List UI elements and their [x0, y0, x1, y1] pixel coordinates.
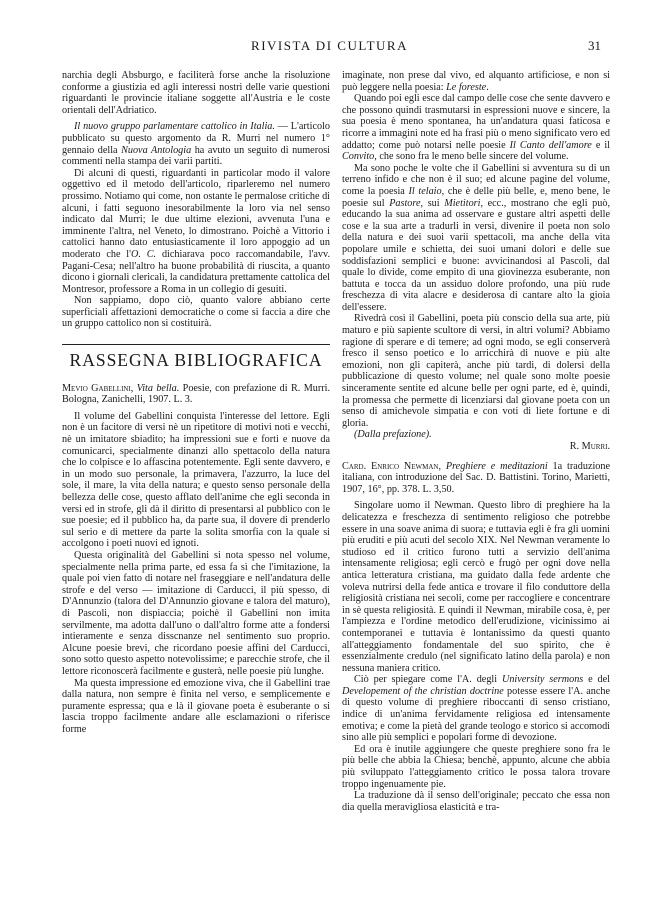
running-title: RIVISTA DI CULTURA	[251, 38, 408, 53]
paragraph: Ciò per spiegare come l'A. degli University sermons e del Developement of the christian doctrine potesse essere l'A. anche di questo volume di preghiere riboccanti di senso cristiano, indice di un'anima fervidamente religiosa ed intensamente emotiva; e come la pietà del grande teologo e storico si accomodi sino alle più semplici e popolari forme di devozione.	[342, 674, 611, 744]
section-title: RASSEGNA BIBLIOGRAFICA	[62, 344, 330, 373]
paragraph: Il volume del Gabellini conquista l'interesse del lettore. Egli non è un facitore di versi nè un ripetitore di motivi noti e vecchi, nè un imitatore sbiadito; ha impressioni sue e forti e nuove da comunicarci, specialmente dinanzi allo spettacolo della natura che lo colpisce e lo affascina potentemente. Egli sente davvero, e in un modo suo personale, la primavera, l'azzurro, la luce del sole, il mare, la vita della natura; e questo senso personale della bellezza delle cose, questo afflato dell'anime che egli seconda in versi ed in strofe, gli dà il diritto di presentarsi al pubblico con le sue poesie; ed il pubblico ha, da parte sua, il dovere di prenderlo sul serio e di mettere da parte la solita smorfia con la quale si accolgono i poeti nuovi ed ignoti.	[62, 410, 330, 550]
paragraph: Singolare uomo il Newman. Questo libro di preghiere ha la delicatezza e freschezza di sentimento religioso che potrebbe essere in una soave anima di suora; e tuttavia egli è fra gli uomini più eruditi e più acuti del secolo XIX. Nel Newman veramente lo studioso ed il critico furono tutti a servizio dell'anima intensamente religiosa; egli cercò e frugò per ogni dove nella antica letteratura cristiana, ma guidato dalla fede ardente che voleva nutrirsi della fede antica e trovare il filo conduttore della religiosità cristiana nei secoli, come per raccogliere e concentrare in sè questa religiosità. E quindi il Newman, mirabile cosa, è, per l'ampiezza e l'ordine metodico dell'erudizione, vicinissimo ai contemporanei e tuttavia è lontanissimo da questi quanto all'atteggiamento fondamentale del suo spirito, che è essenzialmente credulo (nel significato latino della parola) e non nessuna maniera critico.	[342, 500, 610, 674]
paragraph: narchia degli Absburgo, e faciliterà forse anche la risoluzione conforme a giustizia ed agli interessi nostri delle varie questioni riguardanti le provincie italiane soggette all'Austria e le coste orientali dell'Adriatico.	[62, 70, 330, 116]
page-header	[0, 38, 659, 58]
paragraph: imaginate, non prese dal vivo, ed alquanto artificiose, e non si può leggere nella poesia: Le foreste.	[342, 70, 610, 93]
page-number: 31	[588, 38, 601, 53]
paragraph: Quando poi egli esce dal campo delle cose che sente davvero e che possono quindi trasmutarsi in espressioni nuove e sincere, la sua poesia è meno spontanea, ha un'andatura quasi faticosa e ricorre a immagini note ed ha frasi più o meno significato vero ed addatto; come può notarsi nelle poesie Il Canto dell'amore e il Convito, che sono fra le meno belle sincere del volume.	[342, 93, 610, 163]
bibliography-entry: Mevio Gabellini, Vita bella. Poesie, con prefazione di R. Murri. Bologna, Zanichelli, 1907. L. 3.	[62, 382, 331, 406]
right-column	[342, 70, 610, 813]
bibliography-entry: Card. Enrico Newman, Preghiere e meditazioni 1a traduzione italiana, con introduzione del Sac. D. Battistini. Torino, Marietti, 1907, 16°, pp. 378. L. 3,50.	[342, 460, 611, 495]
paragraph: Non sappiamo, dopo ciò, quanto valore abbiano certe superficiali affettazioni democratiche o come si faccia a dire che un gruppo cattolico non si costituirà.	[62, 295, 330, 330]
journal-title: Nuova Antologia	[121, 144, 192, 156]
paragraph: Ma questa impressione ed emozione viva, che il Gabellini trae dalla natura, non sempre è finita nel verso, e semplicemente e puramente espressa; qua e là il giovane poeta è esuberante o si lascia troppo facilmente andare alle esclamazioni o riferisce forme	[62, 677, 330, 735]
paragraph: Questa originalità del Gabellini si nota spesso nel volume, specialmente nella prima parte, ed essa fa sì che l'imitazione, la quale poi vien fatto di notare nel fraseggiare e nell'andatura delle strofe e del verso — imitazione di Carducci, il più spesso, di D'Annunzio (talora del D'Annunzio giovane e talora del maturo), di Pascoli, non dispiaccia; poichè il Gabellini non imita servilmente, ma adotta dall'uno o dall'altro forme atte a fondersi intieramente e senza disscnanze nel sentimento suo proprio. Alcune poesie brevi, che ricordano poesie affini del Carducci, sono sotto questo aspetto notevolissime; e parecchie strofe, che il lettore riconoscerà facilmente e gusterà, nelle poesie più lunghe.	[62, 549, 330, 677]
signature: R. Murri.	[569, 441, 610, 452]
citation-note: (Dalla prefazione).	[354, 429, 432, 441]
paragraph: Di alcuni di questi, riguardanti in particolar modo il valore oggettivo ed il metodo dell'articolo, riparleremo nel numero prossimo. Notiamo qui come, non ostante le permalose critiche di alcuni, i fatti seguono inesorabilmente la loro via nel senso indicato dal Murri; le due ultime elezioni, avvenuta l'una e imminente l'altra, nel Veneto, lo dimostrano. Poichè a Vittorio i cattolici hanno dato entusiasticamente il loro appoggio ad un moderato che l'O. C. dichiarava poco raccomandabile, l'avv. Pagani-Cesa; nell'altro ha buone probabilità di riuscita, a quanto dicono i giornali clericali, la candidatura prettamente cattolica del Montresor, professore a Roma in un collegio di gesuiti.	[62, 167, 331, 295]
article-title: Il nuovo gruppo parlamentare cattolico in Italia.	[74, 121, 275, 133]
paragraph: Ed ora è inutile aggiungere che queste preghiere sono fra le più belle che abbia la Chiesa; benchè, appunto, alcune che abbia più sviluppato l'atteggiamento critico le possa talora trovare troppo ingenuamente pie.	[342, 743, 610, 790]
paragraph: Ma sono poche le volte che il Gabellini si avventura su di un terreno infido e che non è il suo; ed alcune pagine del volume, come la poesia Il telaio, che è delle più belle, e, meno bene, le poesie sul Pastore, sui Mietitori, ecc., mostrano che egli può, educando la sua anima ad osservare e gustare altri aspetti delle cose e la sua arte a tradurli in versi, divenire il poeta non solo della natura e dei suoi varii spettacoli, ma anche della vita popolare umile e schietta, dei suoi umani dolori e delle sue soddisfazioni semplici e buone: avvicinandosi al Pascoli, dal quale lo divide, come empito di una giovinezza esuberante, non battuta e tocca da un assiduo dolore profondo, una più rude freschezza di vita alacre e desiderosa di cantare alto la gioia dell'essere.	[342, 162, 610, 313]
paragraph: Il nuovo gruppo parlamentare cattolico in Italia. — L'articolo pubblicato su questo argomento da R. Murri nel numero 1° gennaio della Nuova Antologia ha avuto un seguito di numerosi commenti nella stampa dei varii partiti.	[62, 121, 330, 168]
left-column	[62, 70, 330, 735]
paragraph: La traduzione dà il senso dell'originale; peccato che essa non dia quella meravigliosa elasticità e tra-	[342, 790, 610, 813]
paragraph: Rivedrà così il Gabellini, poeta più conscio della sua arte, più maturo e più sapiente scultore di versi, in altri volumi? Abbiamo ragione di sperare e di temere; ad ogni modo, se egli conserverà fresco il senso poetico e lo arricchirà di nuove e più alte emozioni, non gli capiterà, anche più tardi, di dolersi della pubblicazione di questo volume; nel quale sono molte poesie sinceramente sentite ed alcune belle per ogni parte, ed è, quindi, la promessa che permette di licenziarsi dal giovane poeta con un senso di amichevole simpatia e con voti di liete fortune e di gloria.	[342, 313, 610, 429]
